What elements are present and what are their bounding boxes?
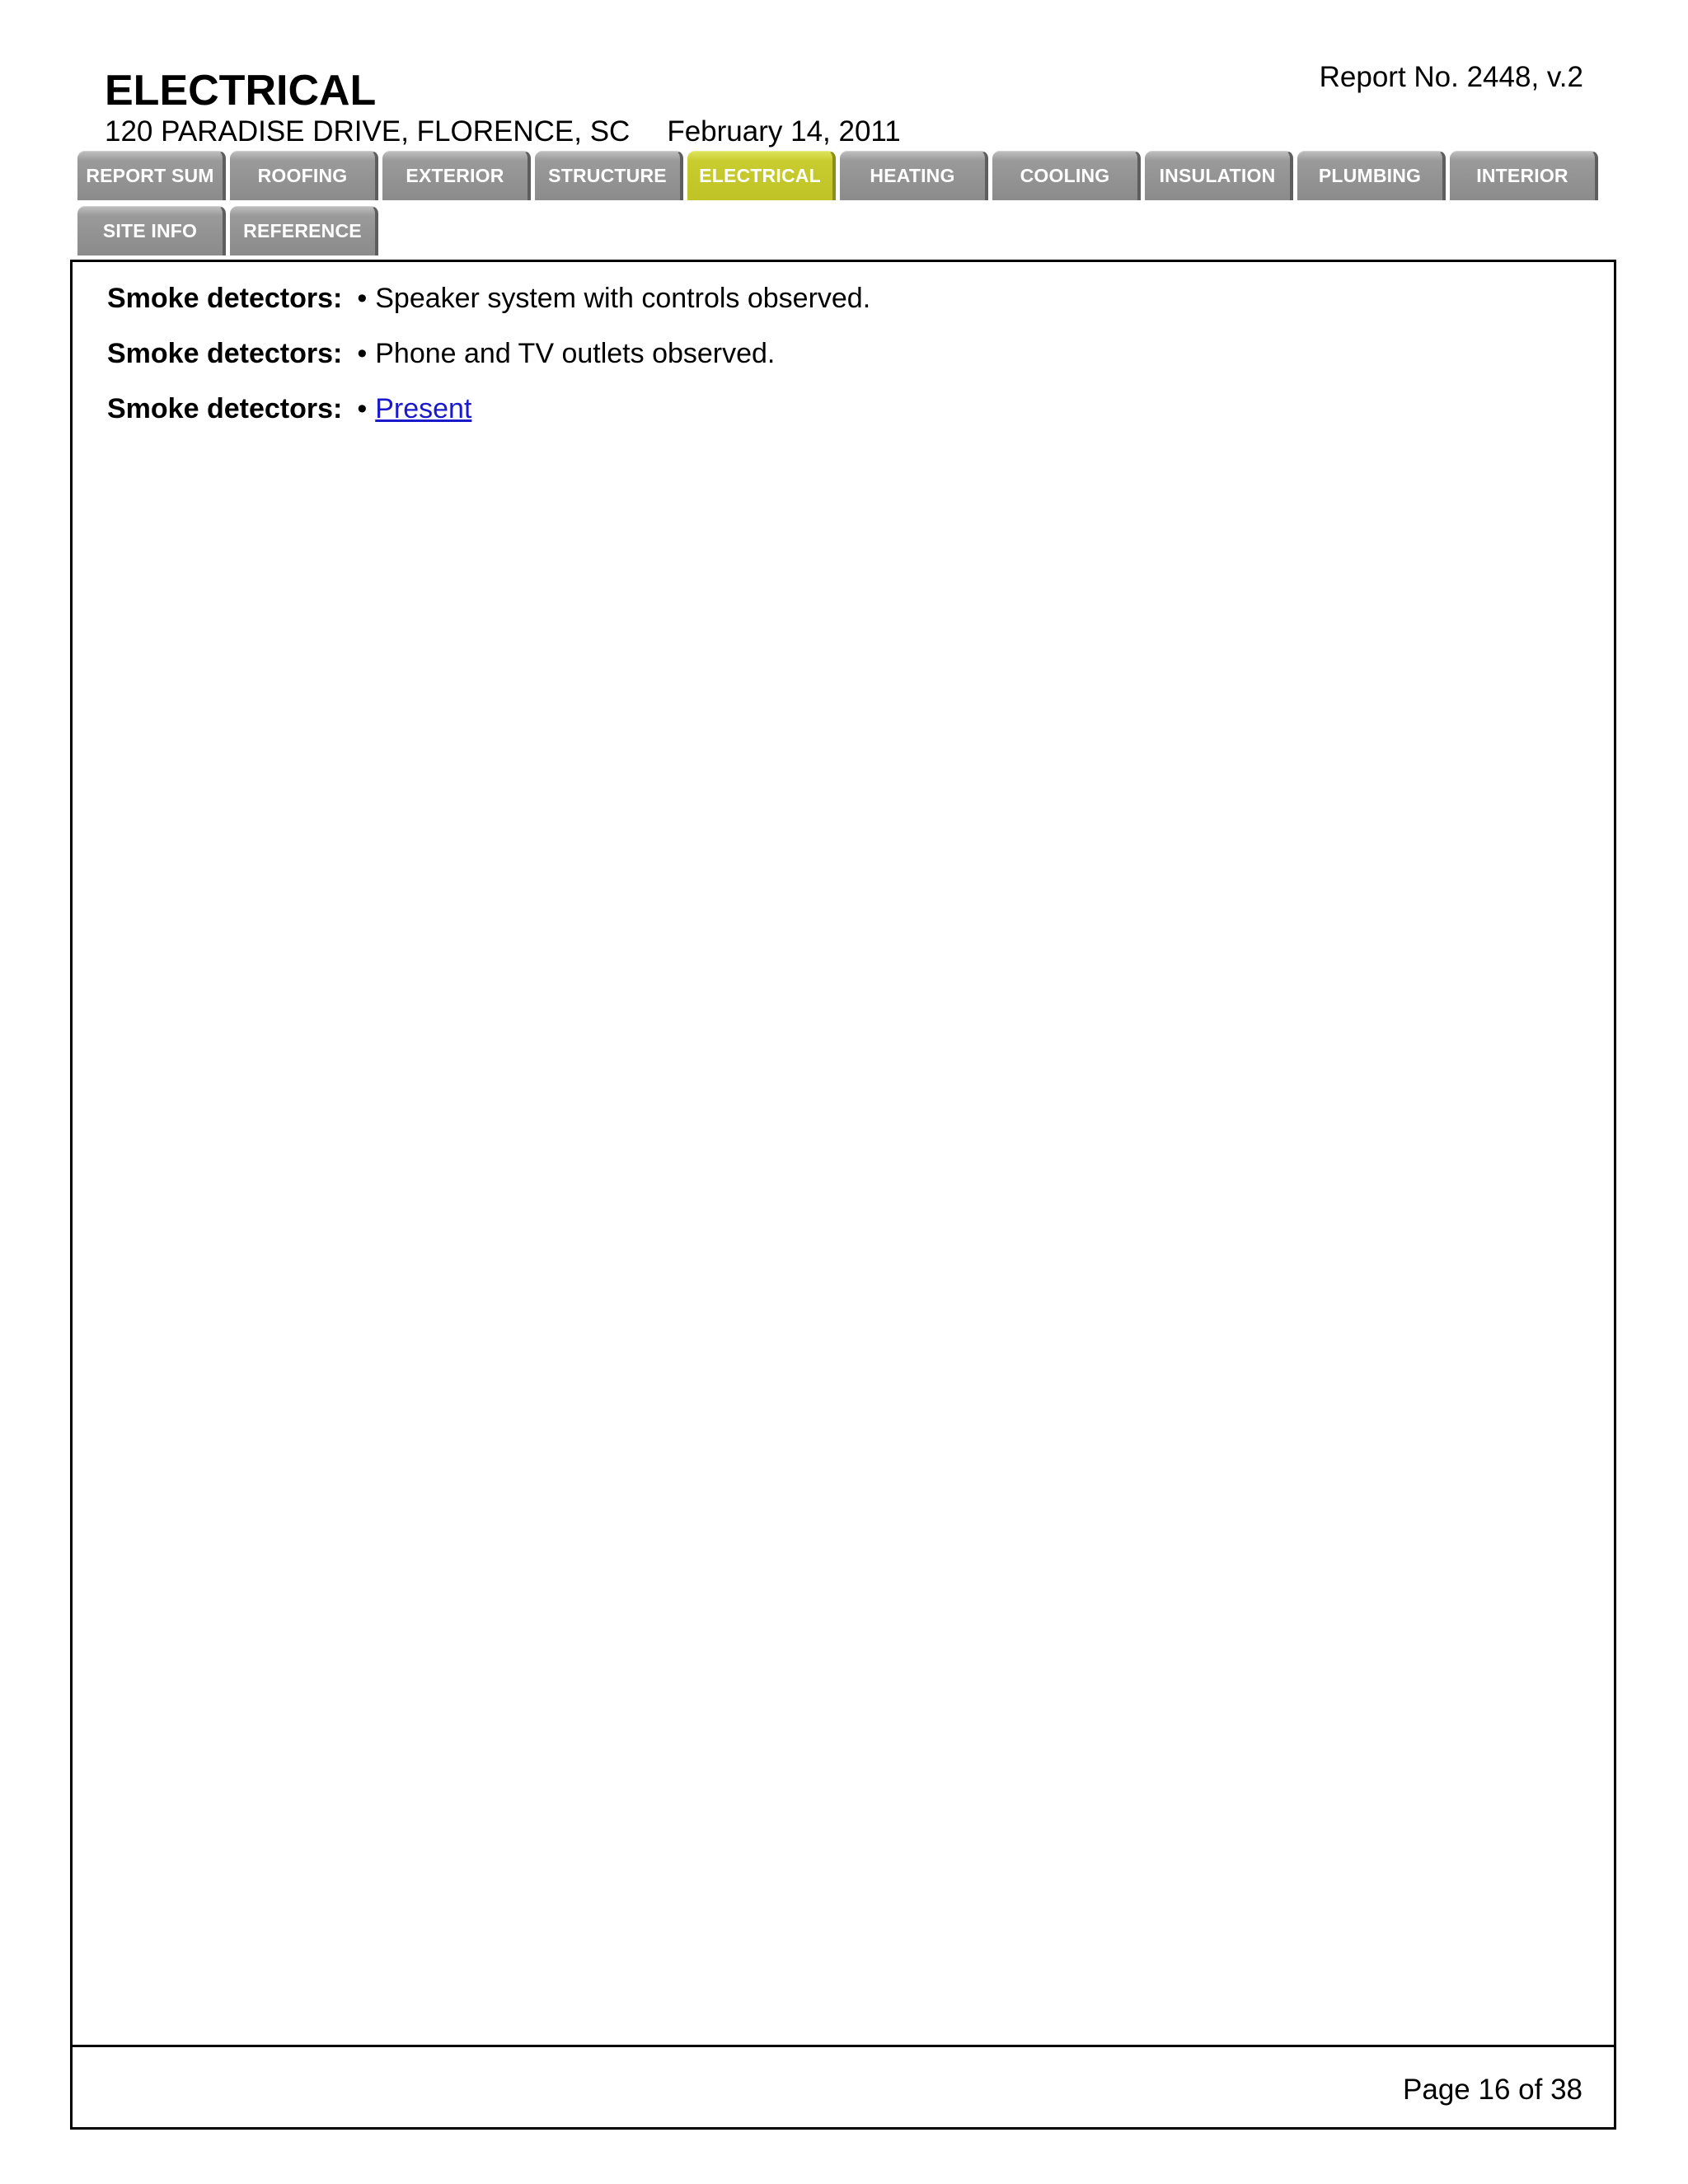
entry-text: Phone and TV outlets observed. bbox=[375, 338, 776, 369]
tab-cooling[interactable]: COOLING bbox=[992, 151, 1141, 200]
page-number: Page 16 of 38 bbox=[1403, 2074, 1582, 2106]
bullet: • bbox=[357, 393, 368, 424]
tab-exterior[interactable]: EXTERIOR bbox=[382, 151, 531, 200]
tab-insulation[interactable]: INSULATION bbox=[1145, 151, 1293, 200]
footer bbox=[70, 2045, 1616, 2130]
list-item bbox=[107, 280, 870, 316]
tab-electrical[interactable]: ELECTRICAL bbox=[687, 151, 836, 200]
entry-label: Smoke detectors: bbox=[107, 393, 343, 424]
property-info bbox=[105, 114, 901, 150]
report-number: Report No. 2448, v.2 bbox=[1319, 61, 1583, 93]
entry-label: Smoke detectors: bbox=[107, 283, 343, 314]
tab-interior[interactable]: INTERIOR bbox=[1450, 151, 1598, 200]
section-tabs-row-1 bbox=[77, 151, 1602, 200]
tab-plumbing[interactable]: PLUMBING bbox=[1297, 151, 1446, 200]
page-title: ELECTRICAL bbox=[105, 67, 377, 115]
tab-structure[interactable]: STRUCTURE bbox=[535, 151, 683, 200]
list-item bbox=[107, 391, 471, 427]
tab-report-summary[interactable]: REPORT SUM bbox=[77, 151, 226, 200]
bullet: • bbox=[357, 338, 368, 369]
content-panel bbox=[70, 260, 1616, 2045]
tab-reference[interactable]: REFERENCE bbox=[230, 206, 378, 255]
tab-site-info[interactable]: SITE INFO bbox=[77, 206, 226, 255]
bullet: • bbox=[357, 283, 368, 314]
tab-heating[interactable]: HEATING bbox=[840, 151, 988, 200]
list-item bbox=[107, 335, 775, 372]
entry-text: Speaker system with controls observed. bbox=[375, 283, 871, 314]
report-date: February 14, 2011 bbox=[667, 115, 901, 148]
tab-roofing[interactable]: ROOFING bbox=[230, 151, 378, 200]
property-address: 120 PARADISE DRIVE, FLORENCE, SC bbox=[105, 115, 631, 148]
entry-label: Smoke detectors: bbox=[107, 338, 343, 369]
section-tabs-row-2 bbox=[77, 206, 382, 255]
present-link[interactable]: Present bbox=[375, 393, 472, 424]
